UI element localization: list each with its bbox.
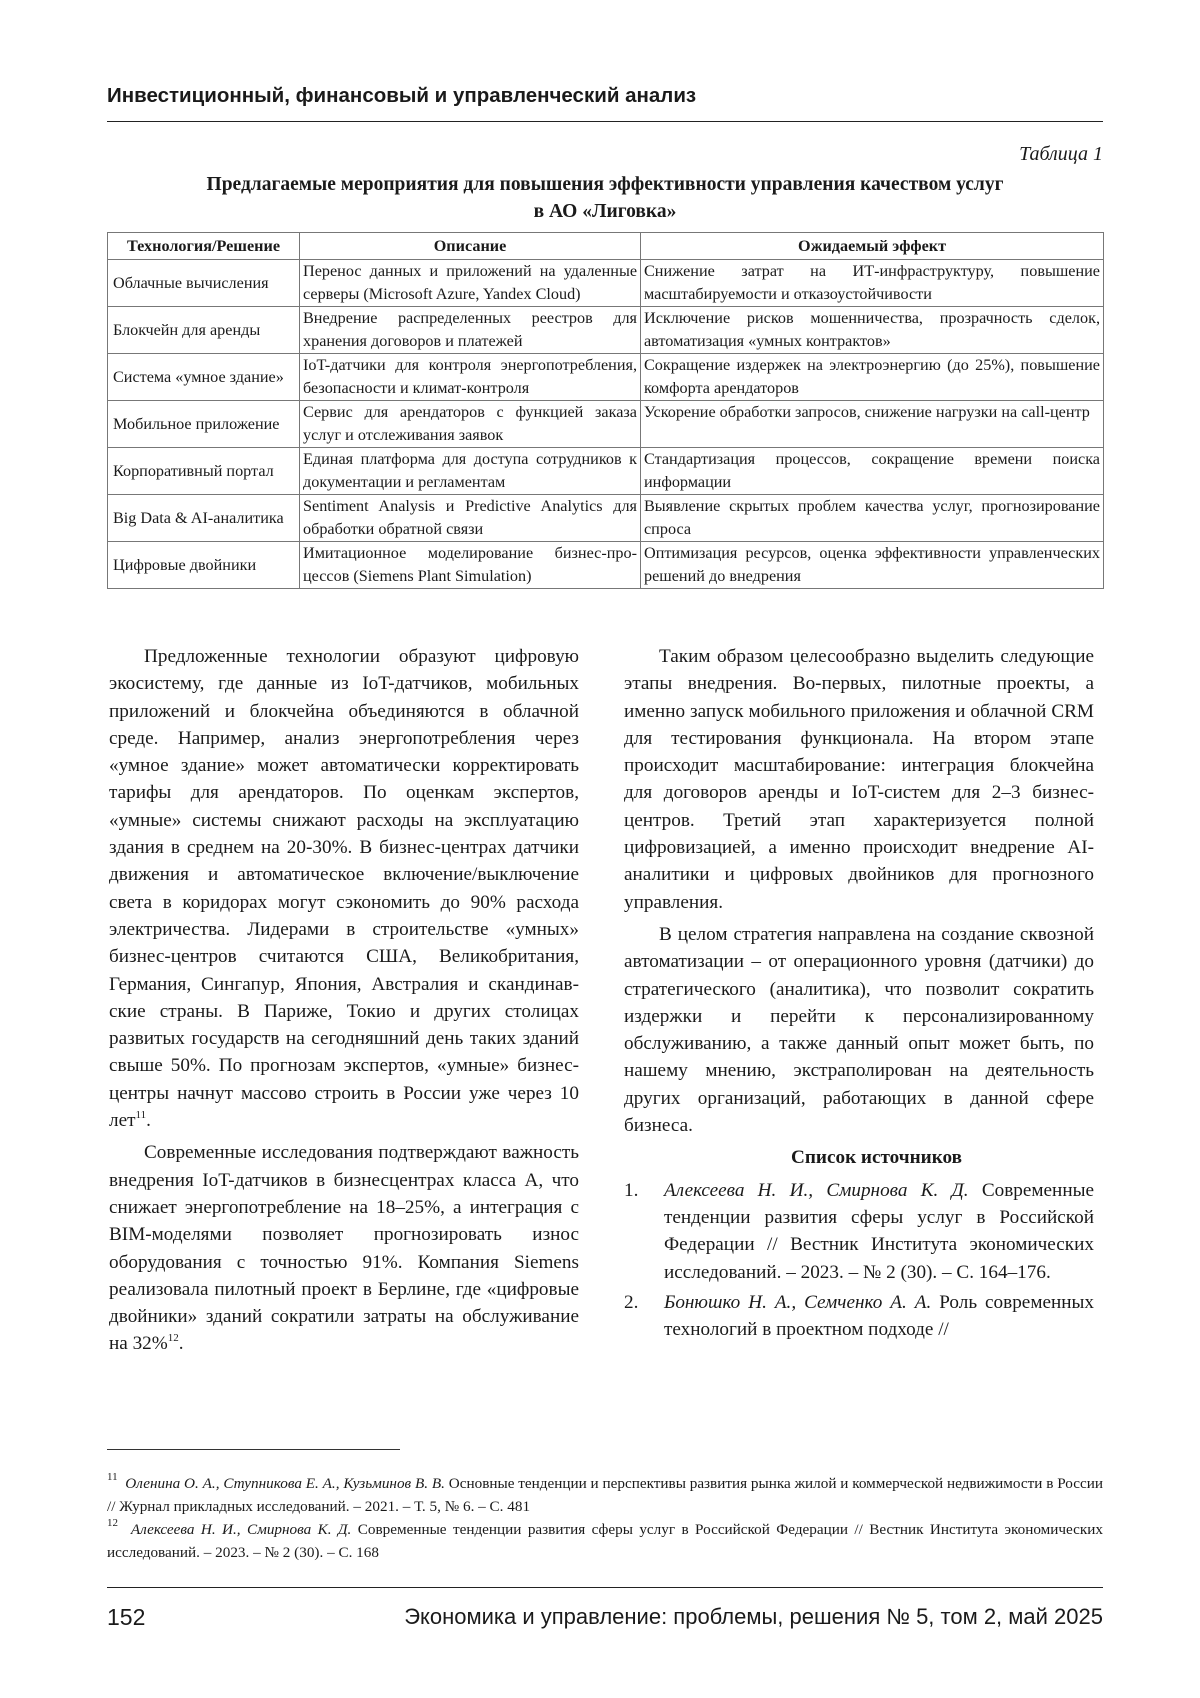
table-cell: Корпоративный портал (108, 448, 300, 495)
body-paragraph: В целом стратегия направлена на создание сквозной автоматизации – от операционного уровня (датчики) до стратегического (аналитика), что позволит сократить издержки и перейти к персонализированному обслуживанию, а также данный опыт может быть, по нашему мнению, экстраполирован на деятельность других организаций, работающих в данной сфере бизнеса. (624, 923, 1094, 1137)
reference-text: Современные тенденции развития сферы услуг в Российской Федерации // Вестник Института экономических исследований. – 2023. – № 2 (30). – С. 164–176. (664, 1179, 1094, 1283)
table-header-row (108, 233, 1104, 260)
paragraph-end: . (146, 1110, 151, 1132)
table-cell: Блокчейн для аренды (108, 307, 300, 354)
body-paragraph (109, 643, 579, 1134)
table-row (108, 495, 1104, 542)
table-row (108, 260, 1104, 307)
table-cell: Сокращение издержек на электроэнергию (до 25%), повышение комфорта арендаторов (641, 354, 1104, 401)
table-row (108, 448, 1104, 495)
reference-number: 2. (624, 1291, 639, 1313)
paragraph-text: Предложенные технологии образуют цифровую экосистему, где данные из IoT-датчиков, мобильных приложений и блокчейна объединяются в облачной среде. Например, анализ энергопотребления через «умное здание» может автоматически корректировать тарифы для арендаторов. По оценкам экспертов, «умные» системы снижают расходы на эксплуатацию здания в среднем на 20-30%. В бизнес-центрах датчики движения и автоматическое включение/выключение света в коридорах могут сэкономить до 90% расхода электричества. Лидерами в строительстве «умных» бизнес-центров считаются США, Великобритания, Германия, Сингапур, Япония, Австралия и скандинавские страны. В Париже, Токио и других столицах развитых государств на сегодняшний день таких зданий свыше 50%. По прогнозам экспертов, «умные» бизнес-центры начнут массово строить в России уже через 10 лет (109, 646, 579, 1132)
footnote (107, 1472, 1103, 1518)
table-cell: Big Data & AI-аналитика (108, 495, 300, 542)
footnote-number: 11 (107, 1471, 118, 1483)
table-cell: Снижение затрат на ИТ-инфраструктуру, повышение масштабируемости и отказоустойчивости (641, 260, 1104, 307)
reference-text: Роль современных технологий в проектном подходе // (664, 1291, 1094, 1341)
body-paragraph (109, 1139, 579, 1357)
footnotes (107, 1472, 1103, 1564)
footnote-divider (107, 1449, 400, 1450)
column-header-technology: Технология/Решение (108, 233, 300, 260)
header-divider (107, 121, 1103, 122)
footnote-authors: Оленина О. А., Ступникова Е. А., Кузьминов В. В. (125, 1475, 445, 1492)
column-header-effect: Ожидаемый эффект (641, 233, 1104, 260)
table-cell: Выявление скрытых проблем качества услуг, прогнозирование спроса (641, 495, 1104, 542)
footnote-ref-12: 12 (167, 1332, 179, 1345)
table-cell: Перенос данных и приложений на удаленные серверы (Microsoft Azure, Yandex Cloud) (300, 260, 641, 307)
table-cell: Ускорение обработки запросов, снижение нагрузки на call-центр (641, 401, 1104, 448)
right-column (624, 643, 1094, 1343)
running-header: Инвестиционный, финансовый и управленческий анализ (107, 84, 697, 107)
table-cell: Внедрение распределенных реестров для хранения договоров и платежей (300, 307, 641, 354)
footnote-number: 12 (107, 1517, 118, 1529)
table-row (108, 354, 1104, 401)
table-cell: Исключение рисков мошенничества, прозрачность сделок, автоматизация «умных контрактов» (641, 307, 1104, 354)
table-cell: Облачные вычисления (108, 260, 300, 307)
table-cell: Сервис для арендаторов с функцией заказа услуг и отслеживания заявок (300, 401, 641, 448)
footnote-text: Современные тенденции развития сферы услуг в Российской Федерации // Вестник Института экономических исследований. – 2023. – № 2 (30). – С. 168 (107, 1521, 1103, 1561)
table-cell: Sentiment Analysis и Predictive Analytics для обработки обратной связи (300, 495, 641, 542)
page-number: 152 (107, 1604, 146, 1630)
journal-title: Экономика и управление: проблемы, решения № 5, том 2, май 2025 (404, 1604, 1103, 1629)
table-label: Таблица 1 (1019, 143, 1103, 165)
table-cell: Оптимизация ресурсов, оценка эффективности управленческих решений до внедрения (641, 542, 1104, 589)
table-cell: IoT-датчики для контроля энергопотребления, безопасности и климат-контроля (300, 354, 641, 401)
left-column (109, 643, 579, 1358)
paragraph-end: . (178, 1333, 184, 1355)
table-cell: Стандартизация процессов, сокращение времени поиска информации (641, 448, 1104, 495)
table-cell: Имитационное моделирование бизнес-процессов (Siemens Plant Simulation) (300, 542, 641, 589)
reference-item (624, 1177, 1094, 1286)
table-row (108, 307, 1104, 354)
table-cell: Цифровые двойники (108, 542, 300, 589)
paragraph-text: Современные исследования подтверждают важность внедрения IoT-датчиков в бизнесцентрах класса А, что снижает энергопотребление на 18–25%, а интеграция с BIM-моделями позволяет прогнозировать износ оборудования с точностью 91%. Компания Siemens реализовала пилотный проект в Берлине, где «цифровые двойники» зданий сократили затраты на обслуживание на 32% (109, 1142, 579, 1355)
column-header-description: Описание (300, 233, 641, 260)
measures-table (107, 232, 1104, 589)
table-title (107, 171, 1103, 225)
reference-authors: Бонюшко Н. А., Семченко А. А. (664, 1291, 932, 1313)
footnote-ref-11: 11 (135, 1109, 147, 1122)
footnote-text: Основные тенденции и перспективы развития рынка жилой и коммерческой недвижимости в России // Журнал прикладных исследований. – 2021. – Т. 5, № 6. – С. 481 (107, 1475, 1103, 1515)
table-cell: Единая платформа для доступа сотрудников к документации и регламентам (300, 448, 641, 495)
reference-number: 1. (624, 1179, 639, 1201)
reference-authors: Алексеева Н. И., Смирнова К. Д. (664, 1179, 969, 1201)
table-cell: Система «умное здание» (108, 354, 300, 401)
references-title: Список источников (791, 1147, 962, 1169)
table-title-line-1: Предлагаемые мероприятия для повышения эффективности управления качеством услуг (206, 174, 1004, 195)
table-title-line-2: в АО «Лиговка» (533, 201, 677, 222)
body-paragraph: Таким образом целесообразно выделить следующие этапы внедрения. Во-первых, пилотные проекты, а именно запуск мобильного приложения и облачной CRM для тестирования функционала. На втором этапе происходит масштабирование: интеграция блокчейна для договоров аренды и IoT-систем для 2–3 бизнес-центров. Третий этап характеризуется полной цифровизацией, а именно происходит внедрение AI-аналитики и цифровых двойников для прогнозного управления. (624, 646, 1094, 913)
table-row (108, 401, 1104, 448)
table-row (108, 542, 1104, 589)
footer-divider (107, 1587, 1103, 1588)
footnote-authors: Алексеева Н. И., Смирнова К. Д. (130, 1521, 352, 1538)
reference-item (624, 1289, 1094, 1344)
table-cell: Мобильное приложение (108, 401, 300, 448)
footnote (107, 1518, 1103, 1564)
